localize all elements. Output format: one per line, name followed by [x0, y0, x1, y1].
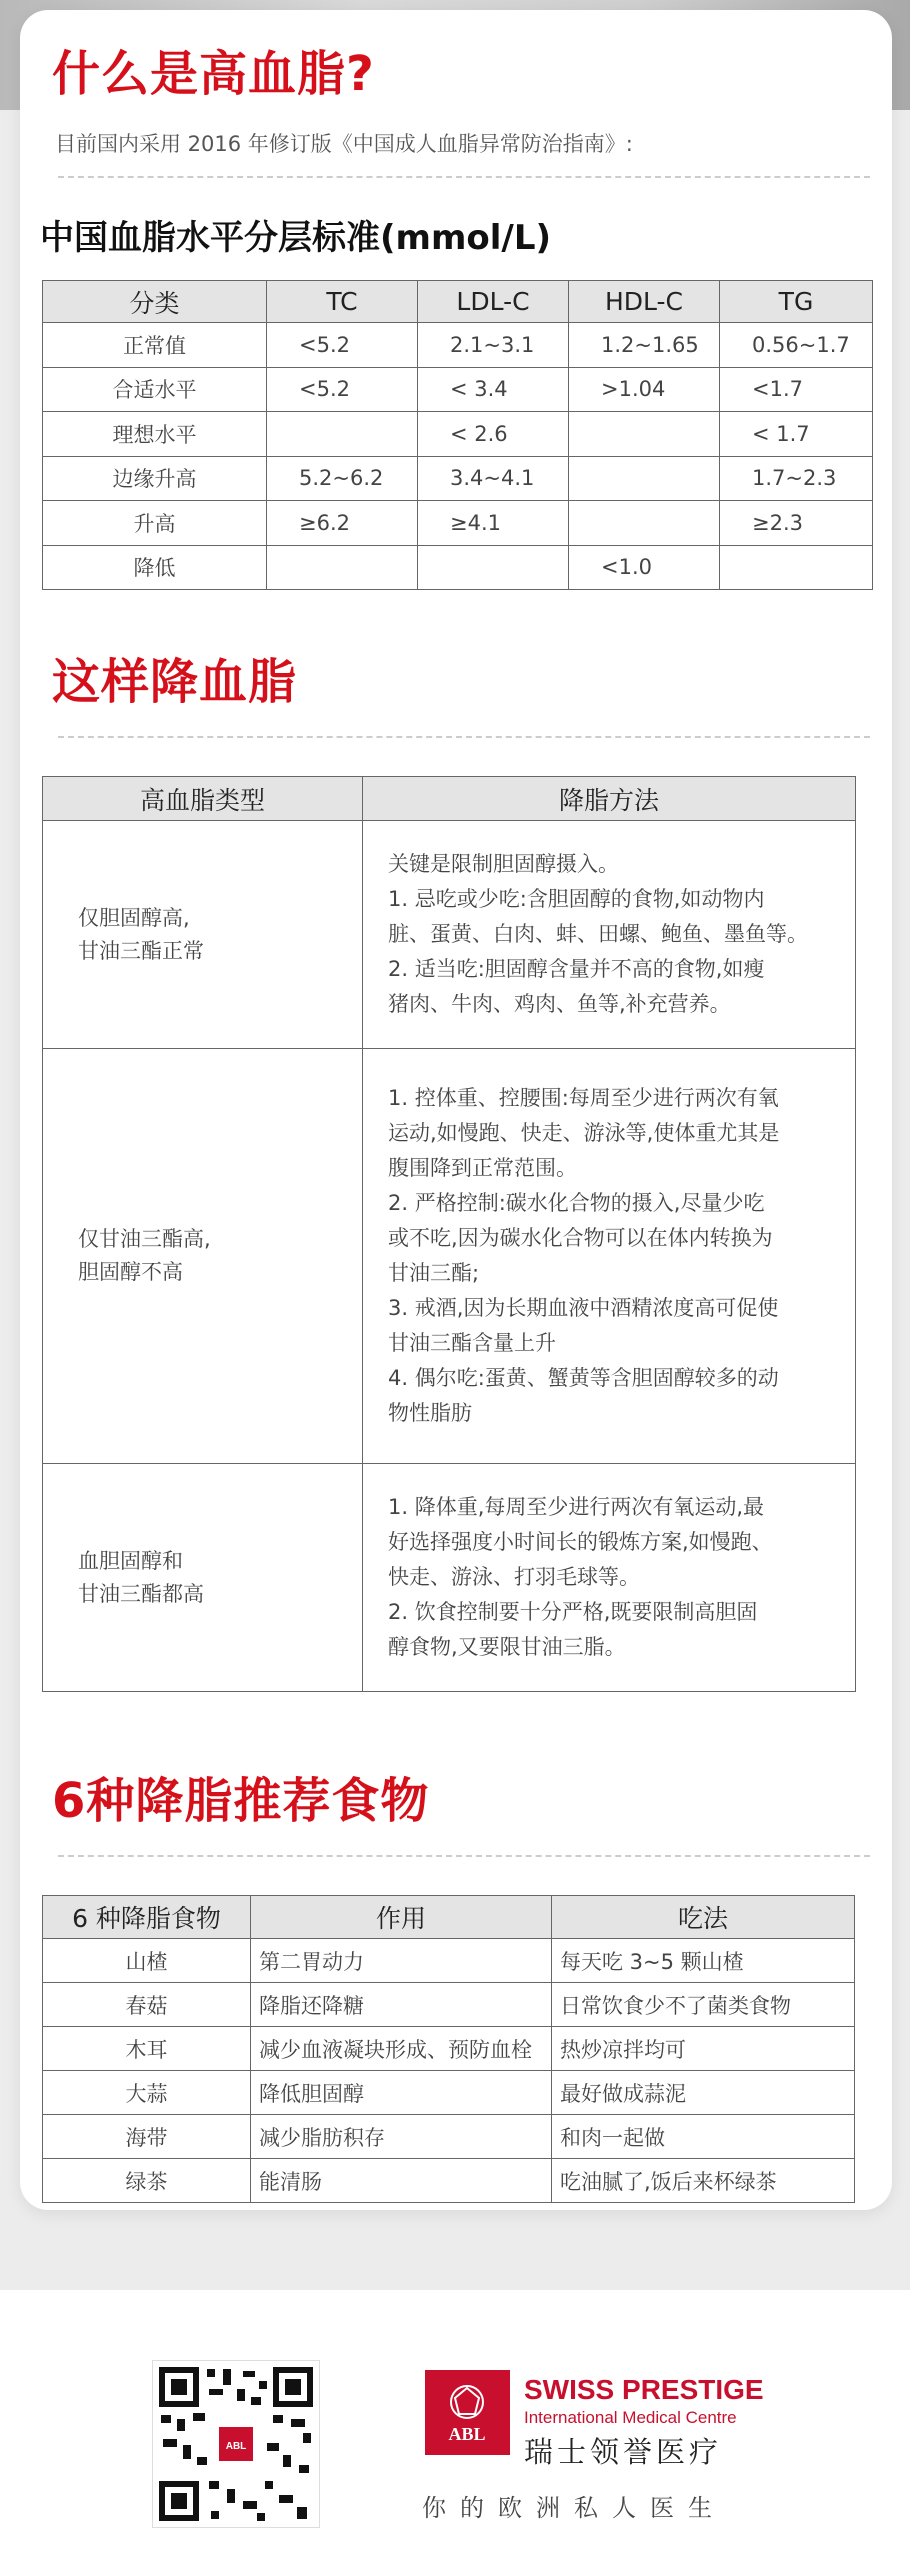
lipid-type-line: 仅甘油三酯高, [78, 1227, 211, 1251]
food-effect: 减少血液凝块形成、预防血栓 [251, 2027, 552, 2071]
food-effect: 能清肠 [251, 2159, 552, 2203]
abl-crest-logo-icon [425, 2370, 510, 2455]
table-cell: ≥2.3 [720, 501, 873, 546]
brand-name-en: SWISS PRESTIGE [524, 2374, 764, 2405]
method-line: 甘油三酯; [388, 1261, 480, 1285]
method-line: 或不吃,因为碳水化合物可以在体内转换为 [388, 1226, 773, 1250]
table-cell: ≥4.1 [418, 501, 569, 546]
table-row [43, 545, 873, 590]
method-line: 运动,如慢跑、快走、游泳等,使体重尤其是 [388, 1121, 780, 1145]
food-name: 山楂 [43, 1939, 251, 1983]
table-cell: >1.04 [569, 367, 720, 412]
row-label: 升高 [43, 501, 267, 546]
table-header-row [43, 777, 856, 821]
method-line: 4. 偶尔吃:蛋黄、蟹黄等含胆固醇较多的动 [388, 1366, 779, 1390]
method-line: 醇食物,又要限甘油三脂。 [388, 1635, 626, 1659]
lipid-type-line: 甘油三酯都高 [78, 1581, 204, 1606]
food-name: 木耳 [43, 2027, 251, 2071]
header-cell: TC [267, 281, 418, 323]
row-label: 降低 [43, 545, 267, 590]
dashed-divider [58, 736, 870, 738]
table-cell: 1.7~2.3 [720, 456, 873, 501]
method-line: 好选择强度小时间长的锻炼方案,如慢跑、 [388, 1530, 773, 1554]
lipid-level-table [42, 280, 873, 590]
dashed-divider [58, 1855, 870, 1857]
food-usage: 热炒凉拌均可 [552, 2027, 855, 2071]
method-line: 1. 忌吃或少吃:含胆固醇的食物,如动物内 [388, 887, 765, 911]
food-name: 大蒜 [43, 2071, 251, 2115]
food-usage: 日常饮食少不了菌类食物 [552, 1983, 855, 2027]
lipid-type-cell [43, 1464, 363, 1692]
table-cell: 1.2~1.65 [569, 323, 720, 368]
svg-text:ABL: ABL [448, 2424, 486, 2444]
table-row [43, 1049, 856, 1464]
table-cell: 2.1~3.1 [418, 323, 569, 368]
header-cell: 6 种降脂食物 [43, 1896, 251, 1939]
section-title-recommended-foods: 6种降脂推荐食物 [52, 1773, 430, 1829]
lipid-type-cell [43, 821, 363, 1049]
header-cell: LDL-C [418, 281, 569, 323]
table-cell: < 3.4 [418, 367, 569, 412]
table-row [43, 456, 873, 501]
table-row [43, 2071, 855, 2115]
table-row [43, 412, 873, 457]
header-cell: 分类 [43, 281, 267, 323]
table-cell [418, 545, 569, 590]
lipid-type-line: 血胆固醇和 [78, 1548, 183, 1573]
row-label: 边缘升高 [43, 456, 267, 501]
svg-text:ABL: ABL [225, 2441, 247, 2452]
header-cell: HDL-C [569, 281, 720, 323]
guideline-subtitle: 目前国内采用 2016 年修订版《中国成人血脂异常防治指南》: [55, 132, 633, 156]
method-line: 2. 严格控制:碳水化合物的摄入,尽量少吃 [388, 1191, 765, 1215]
food-usage: 吃油腻了,饭后来杯绿茶 [552, 2159, 855, 2203]
table-row [43, 1939, 855, 1983]
footer [0, 2290, 910, 2569]
lipid-lowering-methods-table [42, 776, 856, 1692]
table-cell: <1.7 [720, 367, 873, 412]
row-label: 理想水平 [43, 412, 267, 457]
header-cell: 作用 [251, 1896, 552, 1939]
section-title-lower-lipids: 这样降血脂 [52, 654, 298, 710]
table-row [43, 367, 873, 412]
method-cell [363, 1464, 856, 1692]
method-line: 猪肉、牛肉、鸡肉、鱼等,补充营养。 [388, 992, 731, 1016]
table-header-row [43, 281, 873, 323]
table-caption-lipid-levels: 中国血脂水平分层标准(mmol/L) [40, 218, 552, 258]
brand-name-cn: 瑞士领誉医疗 [524, 2435, 723, 2469]
table-row [43, 2159, 855, 2203]
table-cell [569, 501, 720, 546]
qr-code[interactable] [152, 2360, 320, 2528]
method-line: 物性脂肪 [388, 1401, 472, 1425]
method-line: 3. 戒酒,因为长期血液中酒精浓度高可促使 [388, 1296, 779, 1320]
method-line: 腹围降到正常范围。 [388, 1156, 577, 1180]
table-cell: <5.2 [267, 367, 418, 412]
table-cell: <5.2 [267, 323, 418, 368]
table-row [43, 2115, 855, 2159]
table-cell: ≥6.2 [267, 501, 418, 546]
food-name: 绿茶 [43, 2159, 251, 2203]
method-line: 2. 饮食控制要十分严格,既要限制高胆固 [388, 1600, 758, 1624]
food-usage: 和肉一起做 [552, 2115, 855, 2159]
table-cell: 5.2~6.2 [267, 456, 418, 501]
lipid-type-line: 甘油三酯正常 [78, 938, 204, 963]
method-line: 脏、蛋黄、白肉、蚌、田螺、鲍鱼、墨鱼等。 [388, 922, 808, 946]
table-cell: <1.0 [569, 545, 720, 590]
row-label: 正常值 [43, 323, 267, 368]
recommended-foods-table [42, 1895, 855, 2203]
method-cell [363, 1049, 856, 1464]
table-row [43, 821, 856, 1049]
brand-subtitle-en: International Medical Centre [524, 2408, 737, 2427]
table-row [43, 2027, 855, 2071]
food-effect: 降脂还降糖 [251, 1983, 552, 2027]
table-header-row [43, 1896, 855, 1939]
food-effect: 降低胆固醇 [251, 2071, 552, 2115]
row-label: 合适水平 [43, 367, 267, 412]
lipid-type-cell [43, 1049, 363, 1464]
method-line: 关键是限制胆固醇摄入。 [388, 852, 619, 876]
food-usage: 最好做成蒜泥 [552, 2071, 855, 2115]
method-line: 甘油三酯含量上升 [388, 1331, 556, 1355]
section-title-what-is-hyperlipidemia: 什么是高血脂? [52, 46, 375, 102]
table-cell [569, 456, 720, 501]
method-line: 1. 控体重、控腰围:每周至少进行两次有氧 [388, 1086, 779, 1110]
method-line: 快走、游泳、打羽毛球等。 [388, 1565, 640, 1589]
header-cell: 降脂方法 [363, 777, 856, 821]
dashed-divider [58, 176, 870, 178]
lipid-type-line: 仅胆固醇高, [78, 905, 190, 930]
food-name: 春菇 [43, 1983, 251, 2027]
food-name: 海带 [43, 2115, 251, 2159]
table-cell: 3.4~4.1 [418, 456, 569, 501]
brand-slogan: 你的欧洲私人医生 [422, 2494, 726, 2522]
header-cell: 高血脂类型 [43, 777, 363, 821]
table-row [43, 501, 873, 546]
food-usage: 每天吃 3~5 颗山楂 [552, 1939, 855, 1983]
lipid-type-line: 胆固醇不高 [78, 1260, 183, 1284]
food-effect: 减少脂肪积存 [251, 2115, 552, 2159]
method-line: 2. 适当吃:胆固醇含量并不高的食物,如瘦 [388, 957, 765, 981]
table-cell: 0.56~1.7 [720, 323, 873, 368]
table-cell: < 2.6 [418, 412, 569, 457]
method-line: 1. 降体重,每周至少进行两次有氧运动,最 [388, 1495, 765, 1519]
table-cell [569, 412, 720, 457]
table-cell: < 1.7 [720, 412, 873, 457]
table-row [43, 323, 873, 368]
table-cell [267, 412, 418, 457]
table-cell [267, 545, 418, 590]
table-cell [720, 545, 873, 590]
food-effect: 第二胃动力 [251, 1939, 552, 1983]
method-cell [363, 821, 856, 1049]
table-row [43, 1983, 855, 2027]
header-cell: TG [720, 281, 873, 323]
header-cell: 吃法 [552, 1896, 855, 1939]
table-row [43, 1464, 856, 1692]
